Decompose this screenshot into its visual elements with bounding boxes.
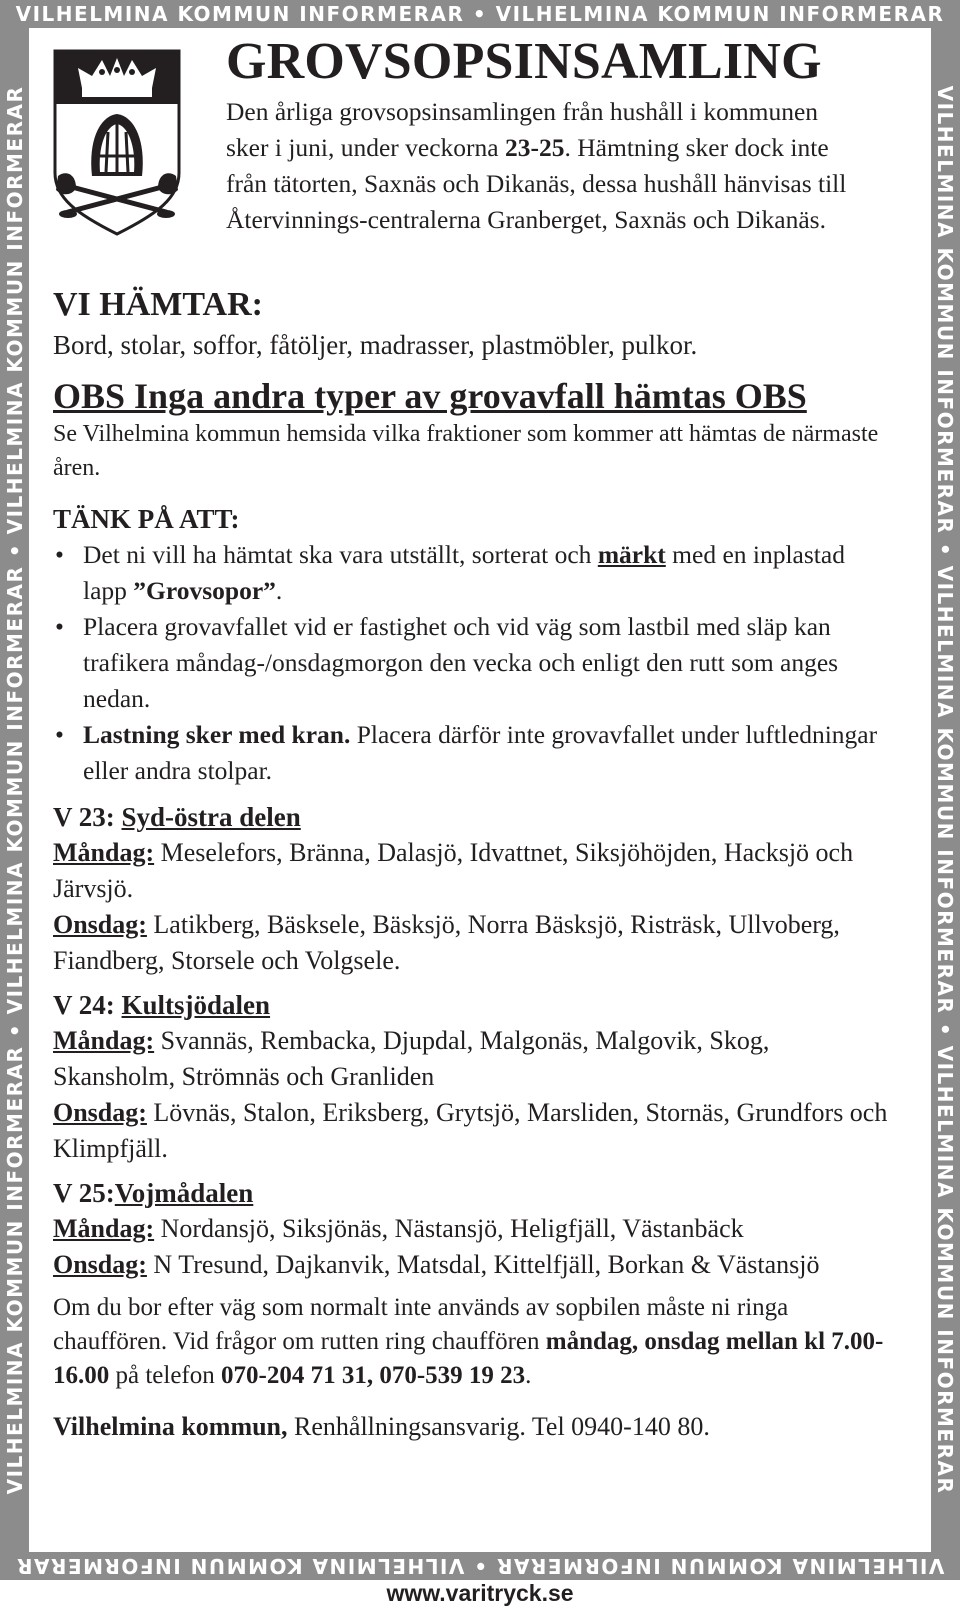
- obs-text: Se Vilhelmina kommun hemsida vilka fraktioner som kommer att hämtas de närmaste åren.: [53, 421, 879, 481]
- bullet-text: Placera grovavfallet vid er fastighet och vid väg som lastbil med släp kan trafikera måndag-/onsdagmorgon den vecka och enligt den rutt som anges nedan.: [83, 612, 839, 713]
- week-label: V 24:: [53, 990, 122, 1020]
- municipal-coat-of-arms-icon: [52, 48, 182, 238]
- intro-weeks: 23-25: [505, 133, 565, 162]
- week-block: [53, 1175, 893, 1283]
- route-places: Meselefors, Bränna, Dalasjö, Idvattnet, Siksjöhöjden, Hacksjö och Järvsjö.: [53, 838, 854, 903]
- signoff-text: Renhållningsansvarig. Tel 0940-140 80.: [287, 1412, 710, 1441]
- list-item: [53, 717, 893, 789]
- day-label: Måndag:: [53, 838, 155, 867]
- remember-list: [53, 537, 893, 789]
- wednesday-route: [53, 1095, 893, 1167]
- note-text: .: [525, 1362, 532, 1389]
- route-places: Lövnäs, Stalon, Eriksberg, Grytsjö, Marsliden, Stornäs, Grundfors och Klimpfjäll.: [53, 1098, 888, 1163]
- page-title: GROVSOPSINSAMLING: [226, 33, 822, 90]
- week-heading: [53, 987, 893, 1023]
- bullet-text: Det ni vill ha hämtat ska vara utställt, sorterat och: [83, 540, 598, 569]
- contact-note: [53, 1291, 893, 1393]
- label-text: ”Grovsopor”: [133, 576, 276, 605]
- route-places: Latikberg, Bäsksele, Bäsksjö, Norra Bäsksjö, Risträsk, Ullvoberg, Fiandberg, Storsele och Volgsele.: [53, 910, 840, 975]
- frame-band-bottom: VILHELMINA KOMMUN INFORMERAR • VILHELMINA KOMMUN INFORMERAR: [15, 1554, 945, 1578]
- week-label: V 25:: [53, 1178, 115, 1208]
- day-label: Onsdag:: [53, 910, 147, 939]
- week-block: [53, 987, 893, 1167]
- bullet-text: .: [275, 576, 283, 605]
- week-area: Vojmådalen: [114, 1178, 254, 1208]
- remember-heading: TÄNK PÅ ATT:: [53, 504, 240, 534]
- pickup-items: Bord, stolar, soffor, fåtöljer, madrasser, plastmöbler, pulkor.: [53, 330, 698, 360]
- day-label: Måndag:: [53, 1026, 155, 1055]
- day-label: Måndag:: [53, 1214, 155, 1243]
- note-hours: måndag, onsdag mellan kl 7.00-16.00: [53, 1328, 884, 1389]
- intro-paragraph: [226, 94, 866, 238]
- website-url: www.varitryck.se: [386, 1580, 574, 1606]
- signoff-org: Vilhelmina kommun,: [53, 1412, 288, 1441]
- main-content: [53, 285, 893, 1445]
- note-text: Om du bor efter väg som normalt inte används av sopbilen måste ni ringa chauffören. Vid frågor om rutten ring chauffören: [53, 1294, 789, 1355]
- list-item: [53, 609, 893, 717]
- bullet-text: Placera därför inte grovavfallet under luftledningar eller andra stolpar.: [83, 720, 878, 785]
- route-places: Svannäs, Rembacka, Djupdal, Malgonäs, Malgovik, Skog, Skansholm, Strömnäs och Granliden: [53, 1026, 770, 1091]
- route-places: Nordansjö, Siksjönäs, Nästansjö, Heligfjäll, Västanbäck: [154, 1214, 744, 1243]
- wednesday-route: [53, 1247, 893, 1283]
- frame-band-right: VILHELMINA KOMMUN INFORMERAR • VILHELMINA KOMMUN INFORMERAR • VILHELMINA KOMMUN INFORMERAR: [933, 85, 957, 1495]
- signoff: [53, 1409, 893, 1445]
- intro-text-cont: . Hämtning sker dock inte från tätorten, Saxnäs och Dikanäs, dessa hushåll hänvisas till Återvinnings-centralerna Granberget, Saxnäs och Dikanäs.: [226, 133, 847, 234]
- week-area: Syd-östra delen: [121, 802, 301, 832]
- list-item: [53, 537, 893, 609]
- week-heading: [53, 1175, 893, 1211]
- frame-band-left: VILHELMINA KOMMUN INFORMERAR • VILHELMINA KOMMUN INFORMERAR • VILHELMINA KOMMUN INFORMERAR: [3, 85, 27, 1495]
- frame-band-top: VILHELMINA KOMMUN INFORMERAR • VILHELMINA KOMMUN INFORMERAR: [15, 2, 945, 26]
- week-label: V 23:: [53, 802, 122, 832]
- week-block: [53, 799, 893, 979]
- monday-route: [53, 1211, 893, 1247]
- route-places: N Tresund, Dajkanvik, Matsdal, Kittelfjäll, Borkan & Västansjö: [146, 1250, 820, 1279]
- note-phones: 070-204 71 31, 070-539 19 23: [221, 1362, 526, 1389]
- intro-text: Den årliga grovsopsinsamlingen från hushåll i kommunen sker i juni, under veckorna: [226, 97, 819, 162]
- bullet-text: med en inplastad lapp: [83, 540, 845, 605]
- monday-route: [53, 1023, 893, 1095]
- week-heading: [53, 799, 893, 835]
- bullet-bold-text: Lastning sker med kran.: [83, 720, 351, 749]
- obs-heading: OBS Inga andra typer av grovavfall hämtas OBS: [53, 376, 807, 416]
- week-area: Kultsjödalen: [121, 990, 271, 1020]
- monday-route: [53, 835, 893, 907]
- day-label: Onsdag:: [53, 1098, 147, 1127]
- pickup-heading: VI HÄMTAR:: [53, 286, 263, 323]
- day-label: Onsdag:: [53, 1250, 147, 1279]
- wednesday-route: [53, 907, 893, 979]
- marked-word: märkt: [597, 540, 666, 569]
- note-text: på telefon: [109, 1362, 222, 1389]
